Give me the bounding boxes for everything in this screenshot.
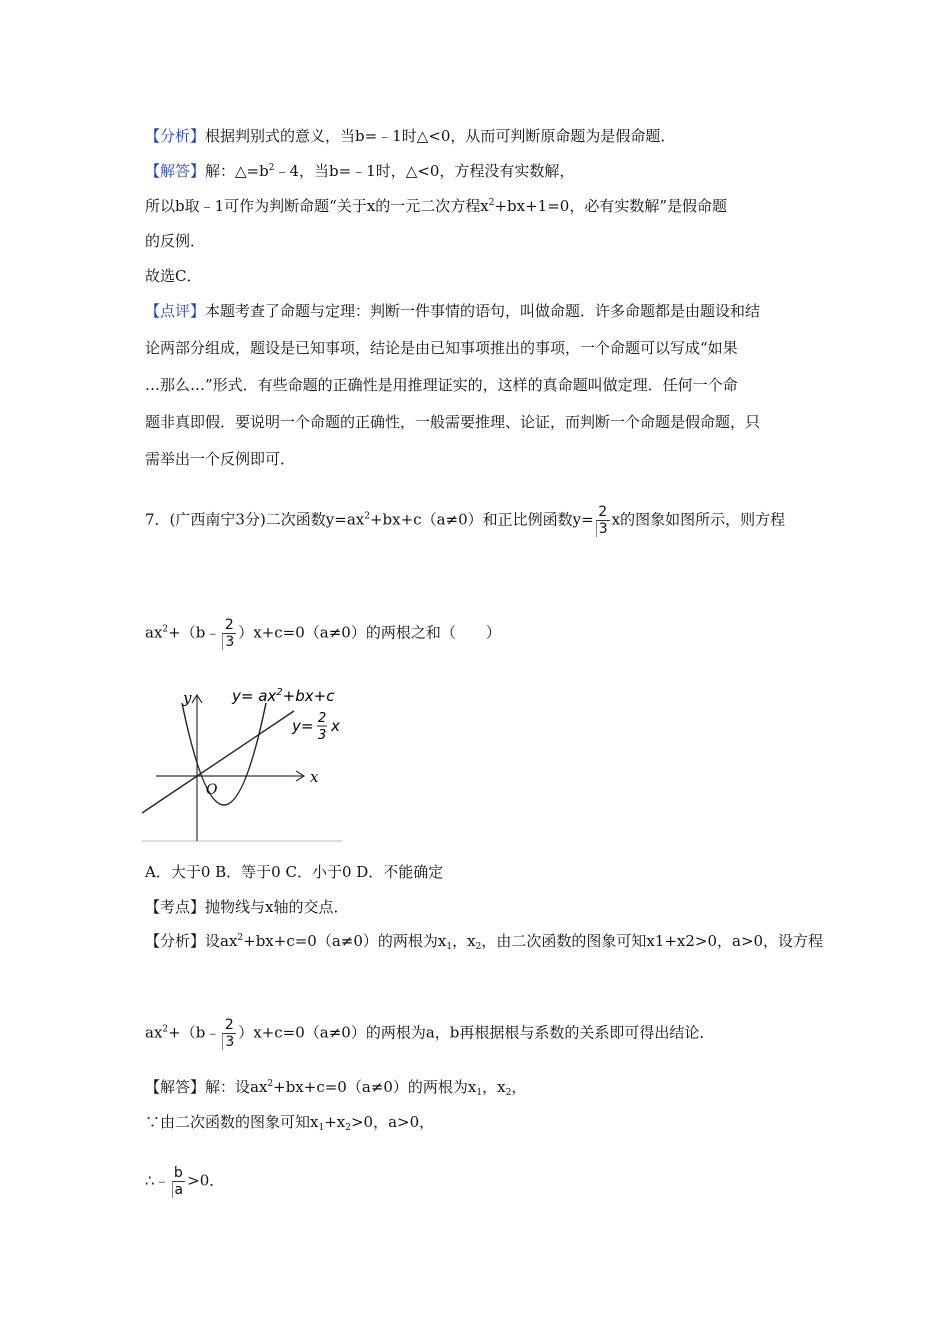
answer-choice: 故选C． [145, 267, 202, 285]
question-7-options: A．大于0 B．等于0 C．小于0 D．不能确定 [145, 863, 444, 881]
comment-line-3: …那么…”形式．有些命题的正确性是用推理证实的，这样的真命题叫做定理．任何一个命 [145, 376, 738, 394]
answer-line-3: 所以b取﹣1可作为判断命题“关于x的一元二次方程$x^2+bx+1=0$，必有实数解”是假命题 [145, 197, 728, 215]
fraction-two-thirds: $\frac{2}{3}$ [596, 504, 610, 537]
analysis-text: 根据判别式的意义，当b=﹣1时△<0，从而可判断原命题为是假命题． [205, 127, 676, 145]
solution-analysis-equation: $ax^2+(b﹣$ $\frac{2}{3}$ ）x+c=0（a≠0）的两根为a，b再根据根与系数的关系即可得出结论． [145, 1017, 715, 1050]
comment-line-4: 题非真即假．要说明一个命题的正确性，一般需要推理、论证，而判断一个命题是假命题，只 [145, 413, 761, 431]
parabola-curve [182, 703, 266, 805]
solution-analysis-line: 【分析】设$ax^2+bx+c=0(a\ne 0)$的两根为$x_1$，$x_2$，由二次函数的图象可知x1+x2>0，a>0，设方程 [145, 932, 824, 952]
comment-line-5: 需举出一个反例即可． [145, 450, 296, 468]
question-7-stem: 7．(广西南宁3分)二次函数$y=ax^2+bx+c(a\ne 0)$和正比例函数y= $\frac{2}{3}$ x的图象如图所示，则方程 [145, 504, 786, 537]
answer-tag: 【解答】 [145, 162, 206, 180]
question-7-equation: $ax^2+(b﹣$ $\frac{2}{3}$ ）x+c=0（a≠0）的两根之和（ ） [145, 617, 501, 650]
solution-answer-line: 【解答】解：设$ax^2+bx+c=0(a\ne 0)$的两根为$x_1$，$x_2$， [145, 1078, 527, 1098]
fraction-two-thirds: $\frac{2}{3}$ [222, 617, 236, 650]
function-graph [142, 683, 342, 843]
comment-line-1: 【点评】本题考查了命题与定理：判断一件事情的语句，叫做命题．许多命题都是由题设和结 [145, 302, 761, 320]
answer-line: 【解答】解：$\triangle=b^2﹣4$，当b=﹣1时，△<0，方程没有实数解， [145, 162, 575, 180]
analysis-tag: 【分析】 [145, 127, 206, 145]
origin-label: O [206, 782, 218, 798]
x-axis-label: x [310, 768, 319, 786]
proportional-line [142, 711, 294, 813]
fraction-two-thirds: $\frac{2}{3}$ [222, 1017, 236, 1050]
line-label-num: 2 [318, 711, 327, 726]
fraction-b-over-a: $\frac{b}{a}$ [172, 1165, 186, 1198]
y-axis-label: y [183, 689, 192, 707]
comment-tag: 【点评】 [145, 302, 206, 320]
answer-line-4: 的反例． [145, 232, 206, 250]
line-label-x: x [331, 717, 340, 735]
line-label-left: y= [292, 717, 314, 735]
therefore-line: ∴﹣ $\frac{b}{a}$ >0． [145, 1165, 225, 1198]
line-label-den: 3 [318, 728, 327, 743]
analysis-line [145, 125, 675, 147]
because-line: ∵由二次函数的图象可知$x_1+x_2>0$，a>0， [145, 1113, 435, 1133]
kaodian-line: 【考点】抛物线与x轴的交点． [145, 898, 349, 916]
parabola-label: $y= ax^2+bx+c$ [232, 687, 335, 705]
comment-line-2: 论两部分组成，题设是已知事项，结论是由已知事项推出的事项，一个命题可以写成“如果 [145, 339, 738, 357]
